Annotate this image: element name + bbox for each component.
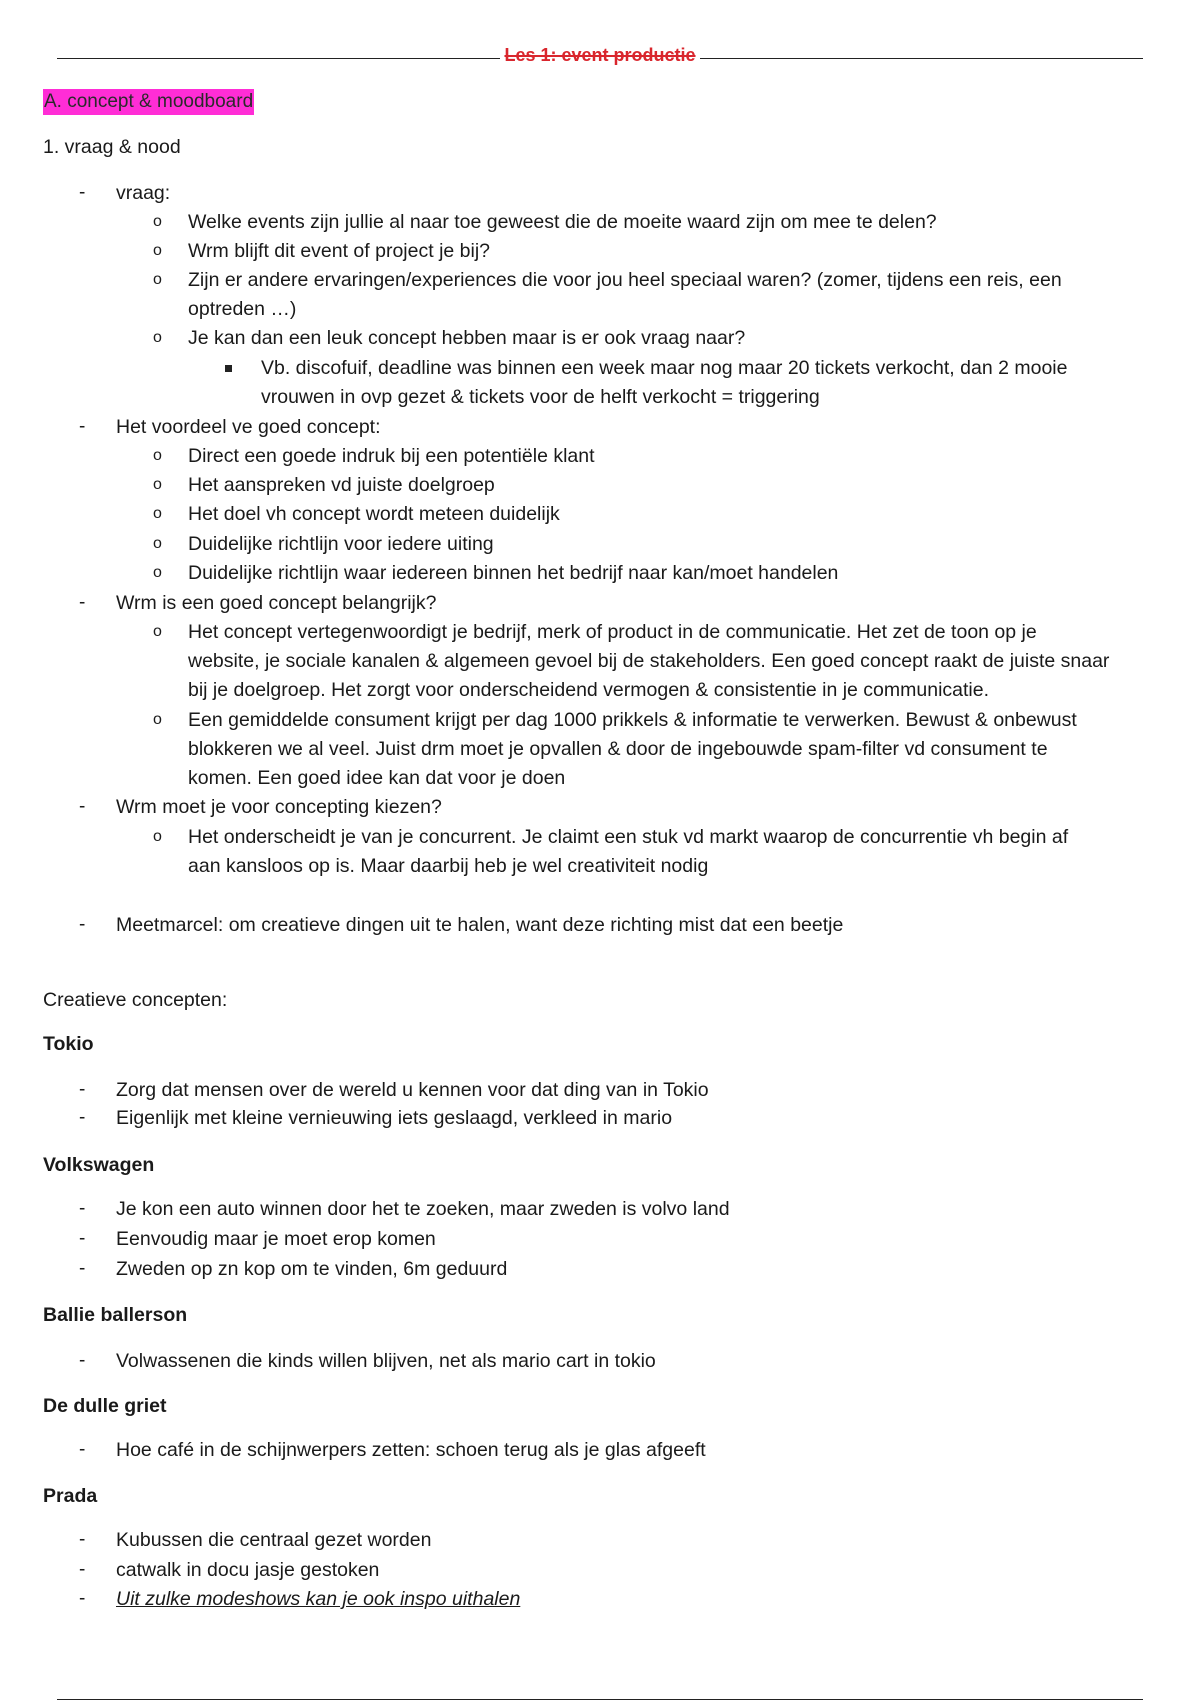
- paragraph-line: Het onderscheidt je van je concurrent. Je claimt een stuk vd markt waarop de concurrentie vh begin af: [188, 826, 1069, 848]
- list-item: catwalk in docu jasje gestoken: [116, 1559, 380, 1581]
- list-item: Hoe café in de schijnwerpers zetten: schoen terug als je glas afgeeft: [116, 1439, 706, 1461]
- paragraph-line: bij je doelgroep. Het zorgt voor onderscheidend vermogen & consistentie in je communicatie.: [188, 679, 990, 701]
- list-item: Volwassenen die kinds willen blijven, net als mario cart in tokio: [116, 1350, 656, 1372]
- dash-bullet: -: [79, 796, 86, 817]
- dash-bullet: -: [79, 592, 86, 613]
- list-item: Je kan dan een leuk concept hebben maar is er ook vraag naar?: [188, 327, 746, 349]
- list-item: Eenvoudig maar je moet erop komen: [116, 1228, 436, 1250]
- dash-bullet: -: [79, 416, 86, 437]
- section-heading-concept: A. concept & moodboard: [43, 89, 254, 115]
- dash-bullet: -: [79, 914, 86, 935]
- circle-bullet: o: [153, 828, 162, 845]
- case-heading-de-dulle-griet: De dulle griet: [43, 1395, 167, 1417]
- square-bullet: [225, 365, 232, 372]
- dash-bullet: -: [79, 182, 86, 203]
- paragraph-line: blokkeren we al veel. Juist drm moet je opvallen & door de ingebouwde spam-filter vd consument te: [188, 738, 1048, 760]
- subsection-heading: 1. vraag & nood: [43, 136, 181, 158]
- circle-bullet: o: [153, 623, 162, 640]
- case-heading-prada: Prada: [43, 1485, 98, 1507]
- circle-bullet: o: [153, 447, 162, 464]
- dash-bullet: -: [79, 1228, 86, 1249]
- list-item: Zijn er andere ervaringen/experiences die voor jou heel speciaal waren? (zomer, tijdens een reis, een: [188, 269, 1062, 291]
- example-line: vrouwen in ovp gezet & tickets voor de helft verkocht = triggering: [261, 386, 820, 408]
- paragraph-line: website, je sociale kanalen & algemeen gevoel bij de stakeholders. Een goed concept raakt de juiste snaar: [188, 650, 1110, 672]
- list-item: Het aanspreken vd juiste doelgroep: [188, 474, 495, 496]
- belangrijk-label: Wrm is een goed concept belangrijk?: [116, 592, 437, 614]
- case-heading-tokio: Tokio: [43, 1033, 94, 1055]
- circle-bullet: o: [153, 564, 162, 581]
- list-item: Zweden op zn kop om te vinden, 6m geduurd: [116, 1258, 508, 1280]
- dash-bullet: -: [79, 1258, 86, 1279]
- list-item: Kubussen die centraal gezet worden: [116, 1529, 432, 1551]
- list-item: Het doel vh concept wordt meteen duidelijk: [188, 503, 560, 525]
- creatieve-concepten-heading: Creatieve concepten:: [43, 989, 228, 1011]
- paragraph-line: Een gemiddelde consument krijgt per dag 1000 prikkels & informatie te verwerken. Bewust & onbewust: [188, 709, 1077, 731]
- dash-bullet: -: [79, 1350, 86, 1371]
- page-title: Les 1: event productie: [0, 44, 1200, 66]
- list-item: Duidelijke richtlijn waar iedereen binnen het bedrijf naar kan/moet handelen: [188, 562, 839, 584]
- dash-bullet: -: [79, 1198, 86, 1219]
- paragraph-line: aan kansloos op is. Maar daarbij heb je wel creativiteit nodig: [188, 855, 709, 877]
- case-heading-ballie-ballerson: Ballie ballerson: [43, 1304, 188, 1326]
- circle-bullet: o: [153, 505, 162, 522]
- list-item-continuation: optreden …): [188, 298, 297, 320]
- list-item: Welke events zijn jullie al naar toe geweest die de moeite waard zijn om mee te delen?: [188, 211, 937, 233]
- case-heading-volkswagen: Volkswagen: [43, 1154, 155, 1176]
- list-item: Je kon een auto winnen door het te zoeken, maar zweden is volvo land: [116, 1198, 730, 1220]
- dash-bullet: -: [79, 1588, 86, 1609]
- list-item: Eigenlijk met kleine vernieuwing iets geslaagd, verkleed in mario: [116, 1107, 673, 1129]
- circle-bullet: o: [153, 213, 162, 230]
- example-line: Vb. discofuif, deadline was binnen een week maar nog maar 20 tickets verkocht, dan 2 mooie: [261, 357, 1068, 379]
- vraag-label: vraag:: [116, 182, 171, 204]
- dash-bullet: -: [79, 1107, 86, 1128]
- circle-bullet: o: [153, 271, 162, 288]
- paragraph-line: komen. Een goed idee kan dat voor je doen: [188, 767, 566, 789]
- circle-bullet: o: [153, 711, 162, 728]
- circle-bullet: o: [153, 535, 162, 552]
- circle-bullet: o: [153, 476, 162, 493]
- paragraph-line: Het concept vertegenwoordigt je bedrijf, merk of product in de communicatie. Het zet de toon op je: [188, 621, 1037, 643]
- dash-bullet: -: [79, 1559, 86, 1580]
- list-item: Zorg dat mensen over de wereld u kennen voor dat ding van in Tokio: [116, 1079, 709, 1101]
- voordeel-label: Het voordeel ve goed concept:: [116, 416, 381, 438]
- list-item-emphasized: Uit zulke modeshows kan je ook inspo uithalen: [116, 1588, 521, 1610]
- circle-bullet: o: [153, 329, 162, 346]
- circle-bullet: o: [153, 242, 162, 259]
- dash-bullet: -: [79, 1079, 86, 1100]
- meetmarcel-note: Meetmarcel: om creatieve dingen uit te halen, want deze richting mist dat een beetje: [116, 914, 844, 936]
- list-item: Direct een goede indruk bij een potentiële klant: [188, 445, 595, 467]
- dash-bullet: -: [79, 1439, 86, 1460]
- list-item: Wrm blijft dit event of project je bij?: [188, 240, 491, 262]
- kiezen-label: Wrm moet je voor concepting kiezen?: [116, 796, 442, 818]
- list-item: Duidelijke richtlijn voor iedere uiting: [188, 533, 494, 555]
- dash-bullet: -: [79, 1529, 86, 1550]
